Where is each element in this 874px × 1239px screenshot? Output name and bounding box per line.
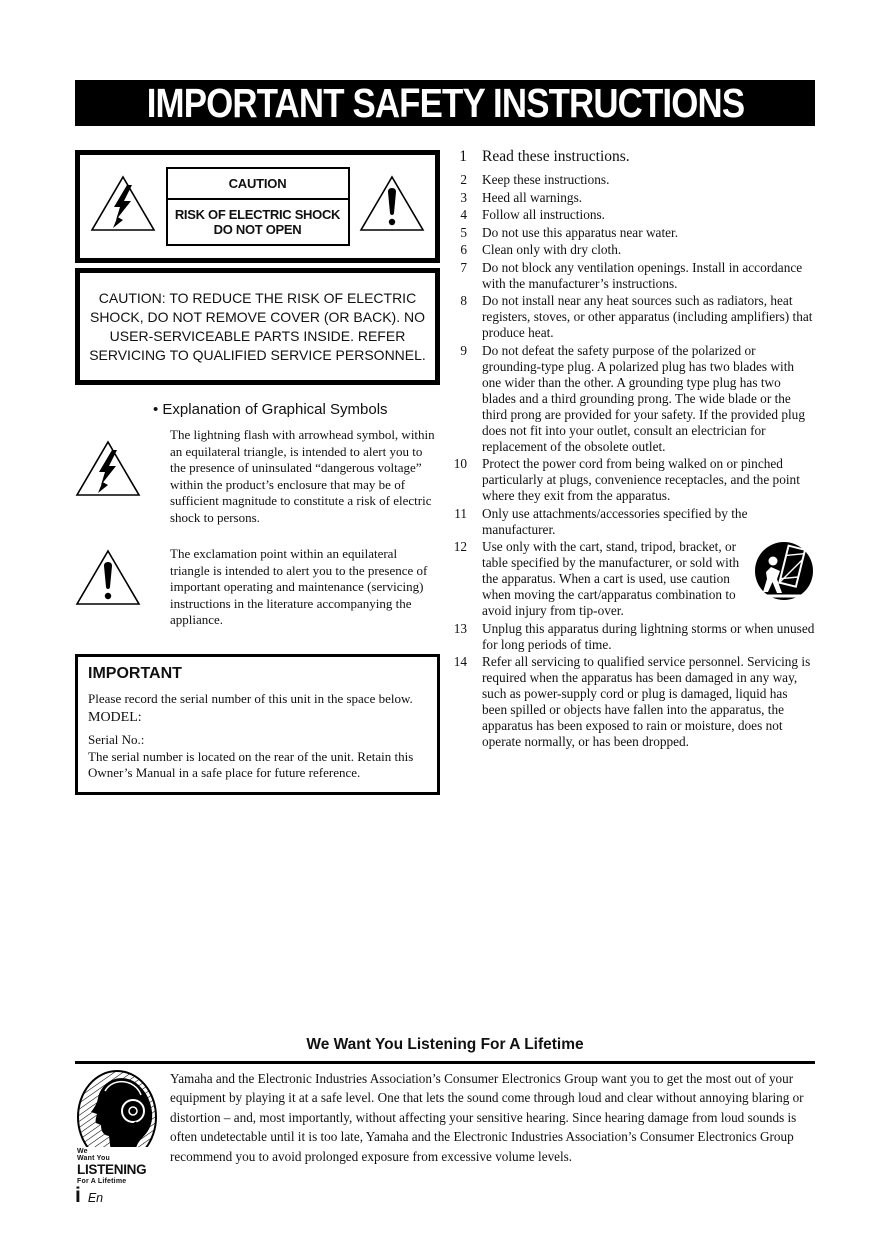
instruction-item: [453, 242, 815, 258]
risk-label: RISK OF ELECTRIC SHOCK DO NOT OPEN: [174, 207, 341, 237]
instruction-text: Keep these instructions.: [482, 172, 610, 187]
serial-label: Serial No.:: [88, 732, 145, 747]
exclamation-symbol-row: [75, 546, 440, 629]
exclamation-triangle-icon: [359, 174, 425, 234]
instruction-text: Unplug this apparatus during lightning storms or when unused for long periods of time.: [482, 620, 815, 652]
divider-rule: [75, 1061, 815, 1064]
exclamation-explanation: The exclamation point within an equilateral triangle is intended to alert you to the presence of important operating and maintenance (servicing) instructions in the literature accompanying the appliance.: [170, 546, 428, 627]
instruction-number: 6: [460, 242, 467, 257]
exclamation-triangle-slot-2: [75, 546, 137, 629]
instruction-item: [453, 172, 815, 188]
model-label: MODEL:: [88, 709, 142, 725]
important-outro: The serial number is located on the rear of the unit. Retain this Owner’s Manual in a safe place for future reference.: [88, 748, 414, 780]
instruction-item: [453, 190, 815, 206]
lightning-triangle-slot-1: [90, 174, 156, 239]
important-box: [75, 654, 440, 795]
instruction-item: [453, 654, 815, 750]
instruction-item: [453, 260, 815, 292]
shock-notice-panel: [75, 268, 440, 385]
listening-logo: [75, 1069, 170, 1186]
instruction-text: Follow all instructions.: [482, 207, 605, 222]
instruction-item: [453, 506, 815, 538]
symbols-heading: • Explanation of Graphical Symbols: [153, 401, 388, 418]
instruction-text: Do not defeat the safety purpose of the polarized or grounding-type plug. A polarized plug has two blades with one wider than the other. A grounding type plug has two blades and a third grounding prong. The wide blade or the third prong are provided for your safety. If the provided plug does not fit into your outlet, consult an electrician for replacement of the obsolete outlet.: [482, 342, 805, 454]
instruction-number: 9: [460, 342, 467, 358]
cart-warning-icon: [753, 541, 815, 605]
exclamation-triangle-icon: [75, 548, 141, 608]
instruction-text: Protect the power cord from being walked on or pinched particularly at plugs, convenience receptacles, and the point where they exit from the apparatus.: [482, 456, 800, 503]
instruction-item: [453, 225, 815, 241]
left-column: [75, 150, 440, 800]
instruction-text: Heed all warnings.: [482, 189, 583, 205]
caution-box: [166, 167, 350, 246]
instruction-number: 2: [460, 172, 467, 187]
instruction-text: Refer all servicing to qualified service personnel. Servicing is required when the apparatus has been damaged in any way, such as power-supply cord or plug is damaged, liquid has been spilled or objects have fallen into the apparatus, the apparatus has been exposed to rain or moisture, does not operate normally, or has been dropped.: [482, 654, 811, 749]
logo-line-3: LISTENING: [77, 1162, 147, 1177]
exclamation-triangle-slot-1: [359, 174, 425, 239]
lightning-triangle-icon: [75, 439, 141, 499]
lightning-symbol-row: [75, 427, 440, 526]
instruction-text: Do not use this apparatus near water.: [482, 224, 679, 240]
caution-label: CAUTION: [168, 169, 348, 200]
logo-line-1: We: [77, 1148, 88, 1155]
listening-paragraph: Yamaha and the Electronic Industries Association’s Consumer Electronics Group want you to get the most out of your equipment by playing it at a safe level. One that lets the sound come through loud and clear without annoying blaring or distortion – and, most importantly, without affecting your sensitive hearing. Since hearing damage from loud sounds is often undetectable until it is too late, Yamaha and the Electronic Industries Association’s Consumer Electronics Group recommend you to avoid prolonged exposure from excessive volume levels.: [170, 1071, 804, 1164]
logo-line-2: Want You: [77, 1155, 110, 1162]
instruction-text: Read these instructions.: [482, 148, 630, 165]
instruction-item: [453, 343, 815, 455]
page-number: i: [75, 1184, 81, 1207]
important-heading: IMPORTANT: [88, 665, 182, 682]
instruction-number: 7: [460, 259, 467, 275]
instruction-number: 14: [453, 654, 467, 669]
page-footer: [75, 1184, 103, 1208]
instruction-number: 4: [460, 207, 467, 222]
shock-notice-text: CAUTION: TO REDUCE THE RISK OF ELECTRIC SHOCK, DO NOT REMOVE COVER (OR BACK). NO USER-SERVICEABLE PARTS INSIDE. REFER SERVICING TO QUALIFIED SERVICE PERSONNEL.: [89, 289, 426, 363]
instruction-number: 1: [459, 148, 467, 165]
instruction-number: 13: [453, 620, 467, 636]
instruction-item: [453, 539, 815, 619]
shock-warning-panel: [75, 150, 440, 263]
instruction-number: 3: [460, 189, 467, 205]
instruction-number: 5: [460, 224, 467, 240]
listening-logo-text: [77, 1147, 148, 1185]
lightning-triangle-icon: [90, 174, 156, 234]
instructions-list: [453, 147, 815, 752]
instruction-number: 12: [453, 539, 467, 554]
instruction-item: [453, 147, 815, 166]
instruction-number: 10: [453, 456, 467, 471]
instruction-number: 11: [454, 505, 467, 521]
listening-heading: We Want You Listening For A Lifetime: [306, 1036, 584, 1053]
page-title-text: IMPORTANT SAFETY INSTRUCTIONS: [146, 80, 744, 126]
important-intro: Please record the serial number of this unit in the space below.: [88, 691, 413, 706]
instruction-text: Do not install near any heat sources such as radiators, heat registers, stoves, or other apparatus (including amplifiers) that produce heat.: [482, 293, 813, 340]
instruction-number: 8: [460, 293, 467, 308]
instruction-text: Do not block any ventilation openings. Install in accordance with the manufacturer’s instructions.: [482, 259, 803, 291]
instruction-item: [453, 207, 815, 223]
instruction-text: Use only with the cart, stand, tripod, bracket, or table specified by the manufacturer, or sold with the apparatus. When a cart is used, use caution when moving the cart/apparatus combination to avoid injury from tip-over.: [482, 539, 815, 619]
instruction-item: [453, 456, 815, 504]
instruction-text: Clean only with dry cloth.: [482, 242, 622, 257]
page-title: [75, 80, 815, 126]
logo-line-4: For A Lifetime: [77, 1177, 127, 1185]
lightning-triangle-slot-2: [75, 427, 137, 526]
listening-section: [75, 1036, 815, 1186]
lightning-explanation: The lightning flash with arrowhead symbol, within an equilateral triangle, is intended to alert you to the presence of uninsulated “dangerous voltage” within the product’s enclosure that may be of sufficient magnitude to constitute a risk of electric shock to persons.: [170, 427, 435, 525]
instruction-text: Only use attachments/accessories specified by the manufacturer.: [482, 505, 748, 537]
instruction-item: [453, 621, 815, 653]
instruction-item: [453, 293, 815, 341]
language-label: En: [87, 1191, 104, 1205]
